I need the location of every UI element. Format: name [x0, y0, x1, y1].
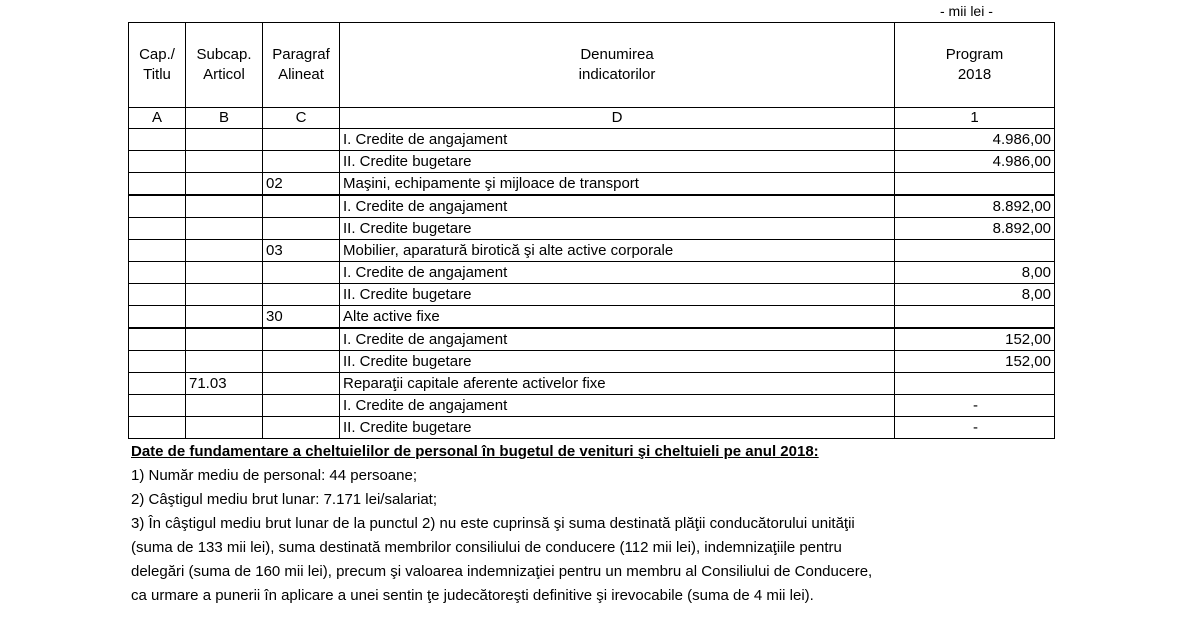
cell-cap — [129, 328, 186, 351]
table-row — [129, 262, 1055, 284]
cell-subcap — [186, 195, 263, 218]
cell-subcap — [186, 129, 263, 151]
cell-denumire: Reparaţii capitale aferente activelor fixe — [340, 373, 895, 395]
cell-subcap — [186, 218, 263, 240]
cell-denumire: II. Credite bugetare — [340, 351, 895, 373]
cell-value: 8,00 — [895, 262, 1055, 284]
cell-denumire: I. Credite de angajament — [340, 395, 895, 417]
table-row — [129, 173, 1055, 196]
cell-value: - — [895, 395, 1055, 417]
cell-paragraf — [263, 218, 340, 240]
cell-denumire: Mobilier, aparatură birotică şi alte active corporale — [340, 240, 895, 262]
note-item-2: 2) Câştigul mediu brut lunar: 7.171 lei/salariat; — [131, 491, 437, 508]
note-item-1: 1) Număr mediu de personal: 44 persoane; — [131, 467, 417, 484]
personnel-notes — [131, 440, 1051, 608]
cell-cap — [129, 195, 186, 218]
cell-cap — [129, 284, 186, 306]
cell-denumire: I. Credite de angajament — [340, 195, 895, 218]
cell-subcap — [186, 351, 263, 373]
cell-paragraf — [263, 351, 340, 373]
table-row — [129, 417, 1055, 439]
budget-table — [128, 22, 1055, 439]
letter-a: A — [129, 108, 186, 129]
cell-subcap — [186, 173, 263, 196]
cell-subcap — [186, 328, 263, 351]
cell-denumire: I. Credite de angajament — [340, 328, 895, 351]
table-row — [129, 129, 1055, 151]
cell-subcap — [186, 284, 263, 306]
cell-value: - — [895, 417, 1055, 439]
note-item-3-line-2: (suma de 133 mii lei), suma destinată membrilor consiliului de conducere (112 mii lei), indemnizaţiile pentru — [131, 539, 842, 556]
cell-paragraf: 02 — [263, 173, 340, 196]
cell-cap — [129, 395, 186, 417]
cell-subcap — [186, 417, 263, 439]
cell-value — [895, 240, 1055, 262]
note-item-3-line-3: delegări (suma de 160 mii lei), precum şi valoarea indemnizaţiei pentru un membru al Consiliului de Conducere, — [131, 563, 873, 580]
table-row — [129, 306, 1055, 329]
cell-denumire: Alte active fixe — [340, 306, 895, 329]
note-item-3-line-4: ca urmare a punerii în aplicare a unei sentin ţe judecătoreşti definitive şi irevocabile (suma de 4 mii lei). — [131, 587, 814, 604]
cell-cap — [129, 417, 186, 439]
cell-subcap — [186, 262, 263, 284]
letter-b: B — [186, 108, 263, 129]
cell-paragraf — [263, 195, 340, 218]
cell-cap — [129, 173, 186, 196]
cell-paragraf: 30 — [263, 306, 340, 329]
table-row — [129, 395, 1055, 417]
header-cap-titlu: Cap./ Titlu — [129, 23, 186, 108]
cell-value: 152,00 — [895, 351, 1055, 373]
letter-d: D — [340, 108, 895, 129]
table-row — [129, 284, 1055, 306]
cell-denumire: II. Credite bugetare — [340, 151, 895, 173]
cell-denumire: I. Credite de angajament — [340, 262, 895, 284]
unit-label: - mii lei - — [940, 3, 993, 19]
cell-value: 8.892,00 — [895, 195, 1055, 218]
cell-paragraf — [263, 417, 340, 439]
cell-subcap — [186, 306, 263, 329]
header-denumirea: Denumirea indicatorilor — [340, 23, 895, 108]
table-row — [129, 151, 1055, 173]
table-header-row — [129, 23, 1055, 108]
cell-cap — [129, 373, 186, 395]
cell-cap — [129, 351, 186, 373]
cell-paragraf — [263, 284, 340, 306]
letter-c: C — [263, 108, 340, 129]
table-row — [129, 328, 1055, 351]
cell-value — [895, 373, 1055, 395]
cell-denumire: Maşini, echipamente şi mijloace de transport — [340, 173, 895, 196]
cell-value — [895, 173, 1055, 196]
column-letters-row — [129, 108, 1055, 129]
table-row — [129, 351, 1055, 373]
cell-value: 8,00 — [895, 284, 1055, 306]
cell-cap — [129, 262, 186, 284]
table-row — [129, 195, 1055, 218]
cell-paragraf: 03 — [263, 240, 340, 262]
cell-subcap — [186, 151, 263, 173]
letter-1: 1 — [895, 108, 1055, 129]
cell-cap — [129, 151, 186, 173]
cell-value: 4.986,00 — [895, 151, 1055, 173]
cell-paragraf — [263, 373, 340, 395]
notes-title: Date de fundamentare a cheltuielilor de personal în bugetul de venituri şi cheltuieli pe anul 2018: — [131, 443, 819, 460]
cell-subcap — [186, 240, 263, 262]
note-item-3-line-1: 3) În câştigul mediu brut lunar de la punctul 2) nu este cuprinsă şi suma destinată plăţii conducătorului unităţii — [131, 515, 855, 532]
cell-subcap: 71.03 — [186, 373, 263, 395]
cell-paragraf — [263, 395, 340, 417]
cell-subcap — [186, 395, 263, 417]
cell-denumire: II. Credite bugetare — [340, 417, 895, 439]
cell-denumire: I. Credite de angajament — [340, 129, 895, 151]
cell-paragraf — [263, 328, 340, 351]
header-program-2018: Program 2018 — [895, 23, 1055, 108]
cell-cap — [129, 218, 186, 240]
cell-cap — [129, 306, 186, 329]
cell-value: 152,00 — [895, 328, 1055, 351]
cell-cap — [129, 129, 186, 151]
cell-paragraf — [263, 151, 340, 173]
header-subcap-articol: Subcap. Articol — [186, 23, 263, 108]
cell-denumire: II. Credite bugetare — [340, 284, 895, 306]
cell-denumire: II. Credite bugetare — [340, 218, 895, 240]
cell-value: 4.986,00 — [895, 129, 1055, 151]
table-row — [129, 218, 1055, 240]
cell-cap — [129, 240, 186, 262]
header-paragraf-alineat: Paragraf Alineat — [263, 23, 340, 108]
cell-paragraf — [263, 262, 340, 284]
cell-value — [895, 306, 1055, 329]
table-row — [129, 373, 1055, 395]
table-row — [129, 240, 1055, 262]
cell-value: 8.892,00 — [895, 218, 1055, 240]
cell-paragraf — [263, 129, 340, 151]
